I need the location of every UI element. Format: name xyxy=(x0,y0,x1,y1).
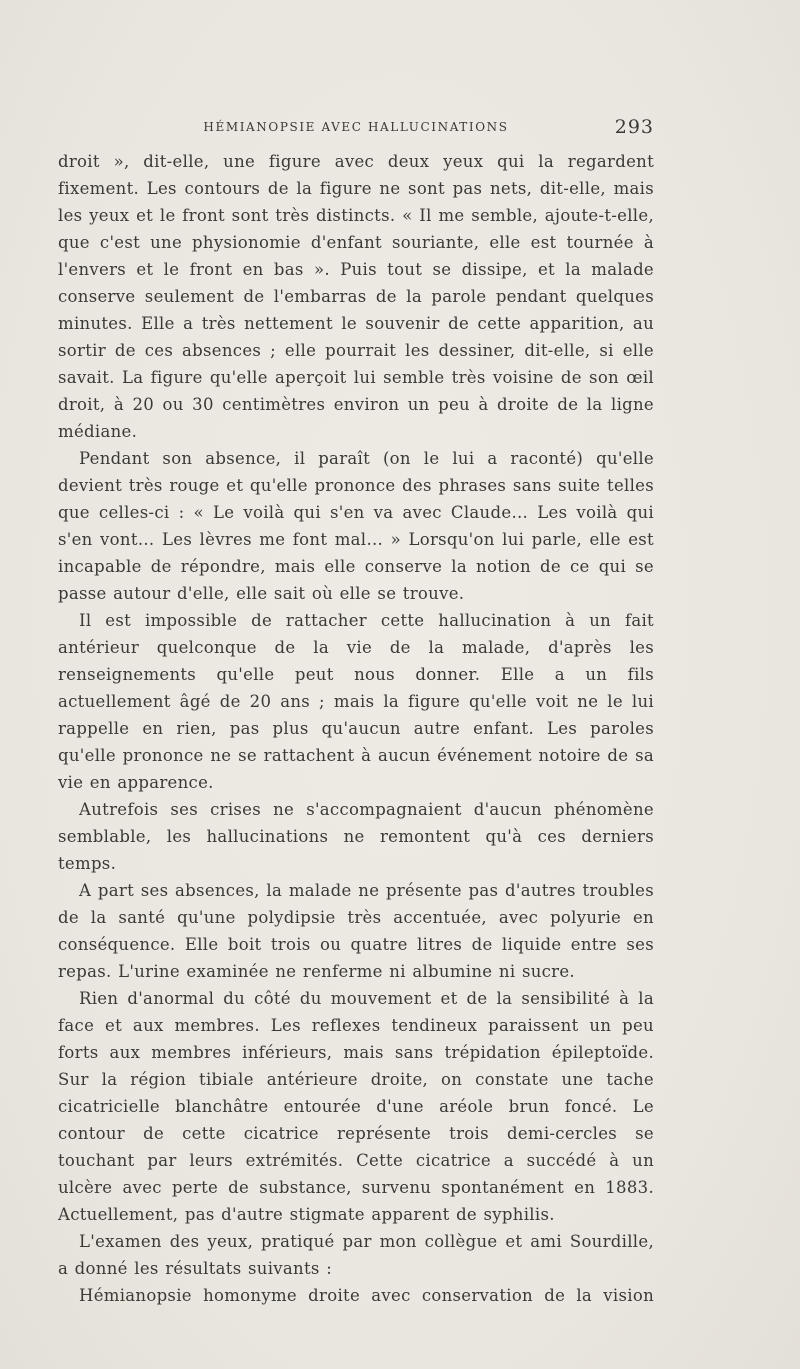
page-number: 293 xyxy=(614,116,654,138)
paragraph-4: Autrefois ses crises ne s'accompagnaient d'aucun phénomène semblable, les hallucinations ne remontent qu'à ces derniers temps. xyxy=(58,800,654,873)
body-text xyxy=(58,148,654,1309)
running-head: HÉMIANOPSIE AVEC HALLUCINATIONS xyxy=(203,120,509,134)
paragraph-2: Pendant son absence, il paraît (on le lui a raconté) qu'elle devient très rouge et qu'elle prononce des phrases sans suite telles que celles-ci : « Le voilà qui s'en va avec Claude… Les voilà qui s'en vont… Les lèvres me font mal… » Lorsqu'on lui parle, elle est incapable de répondre, mais elle conserve la notion de ce qui se passe autour d'elle, elle sait où elle se trouve. xyxy=(58,449,654,603)
paragraph-5: A part ses absences, la malade ne présente pas d'autres troubles de la santé qu'une polydipsie très accentuée, avec polyurie en conséquence. Elle boit trois ou quatre litres de liquide entre ses repas. L'urine examinée ne renferme ni albumine ni sucre. xyxy=(58,881,654,981)
paragraph-7: L'examen des yeux, pratiqué par mon collègue et ami Sourdille, a donné les résultats suivants : xyxy=(58,1232,654,1278)
page-header xyxy=(58,116,654,140)
paragraph-6: Rien d'anormal du côté du mouvement et de la sensibilité à la face et aux membres. Les reflexes tendineux paraissent un peu forts aux membres inférieurs, mais sans trépidation épileptoïde. Sur la région tibiale antérieure droite, on constate une tache cicatricielle blanchâtre entourée d'une aréole brun foncé. Le contour de cette cicatrice représente trois demi-cercles se touchant par leurs extrémités. Cette cicatrice a succédé à un ulcère avec perte de substance, survenu spontanément en 1883. Actuellement, pas d'autre stigmate apparent de syphilis. xyxy=(58,989,654,1224)
paragraph-1: droit », dit-elle, une figure avec deux yeux qui la regardent fixement. Les contours de la figure ne sont pas nets, dit-elle, mais les yeux et le front sont très distincts. « Il me semble, ajoute-t-elle, que c'est une physionomie d'enfant souriante, elle est tournée à l'envers et le front en bas ». Puis tout se dissipe, et la malade conserve seulement de l'embarras de la parole pendant quelques minutes. Elle a très nettement le souvenir de cette apparition, au sortir de ces absences ; elle pourrait les dessiner, dit-elle, si elle savait. La figure qu'elle aperçoit lui semble très voisine de son œil droit, à 20 ou 30 centimètres environ un peu à droite de la ligne médiane. xyxy=(58,152,654,441)
paragraph-3: Il est impossible de rattacher cette hallucination à un fait antérieur quelconque de la vie de la malade, d'après les renseignements qu'elle peut nous donner. Elle a un fils actuellement âgé de 20 ans ; mais la figure qu'elle voit ne le lui rappelle en rien, pas plus qu'aucun autre enfant. Les paroles qu'elle prononce ne se rattachent à aucun événement notoire de sa vie en apparence. xyxy=(58,611,654,792)
paragraph-8: Hémianopsie homonyme droite avec conservation de la vision xyxy=(79,1286,654,1305)
